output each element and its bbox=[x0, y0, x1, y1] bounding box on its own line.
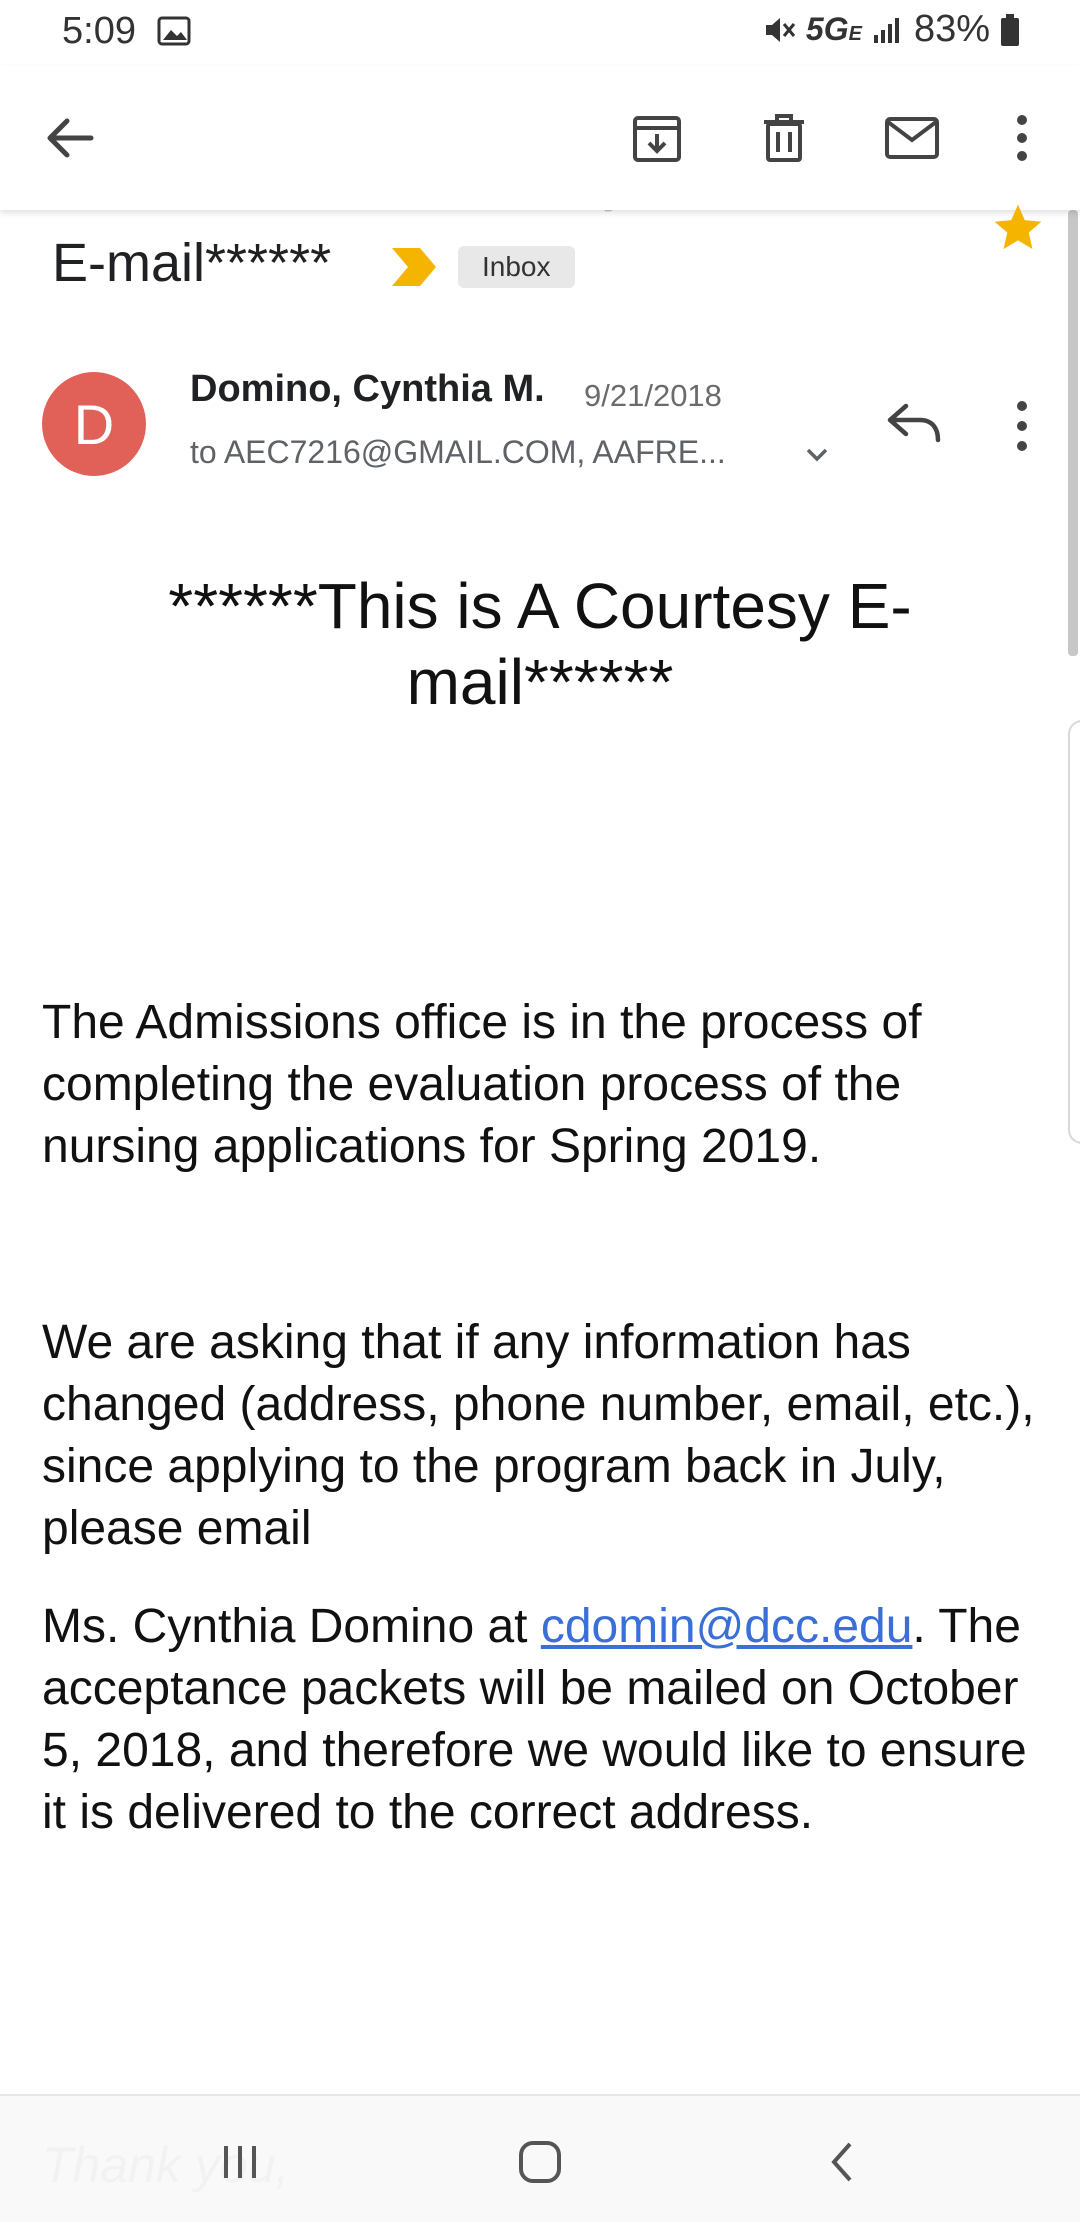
email-body-heading: ******This is A Courtesy E-mail****** bbox=[168, 570, 912, 718]
sender-name: Domino, Cynthia M. bbox=[190, 368, 545, 410]
system-nav-bar bbox=[0, 2094, 1080, 2222]
email-body-paragraph: The Admissions office is in the process of completing the evaluation process of the nursing applications for Spring 2019. bbox=[42, 996, 922, 1173]
mark-unread-button[interactable] bbox=[880, 106, 944, 170]
image-notification-icon bbox=[157, 16, 191, 46]
status-time: 5:09 bbox=[62, 10, 136, 52]
email-toolbar bbox=[0, 66, 1080, 210]
back-button[interactable] bbox=[38, 106, 102, 170]
sender-avatar[interactable]: D bbox=[42, 372, 146, 476]
home-icon bbox=[516, 2138, 564, 2186]
signal-icon bbox=[872, 15, 904, 45]
inbox-label-chip[interactable]: Inbox bbox=[458, 246, 575, 288]
scroll-handle[interactable] bbox=[1068, 720, 1080, 1144]
delete-button[interactable] bbox=[752, 106, 816, 170]
status-bar bbox=[0, 0, 1080, 66]
mute-icon bbox=[762, 13, 796, 47]
status-icons bbox=[762, 8, 1020, 51]
mark-unread-icon bbox=[884, 116, 940, 160]
more-vert-icon bbox=[1014, 114, 1030, 162]
archive-button[interactable] bbox=[625, 106, 689, 170]
delete-icon bbox=[760, 112, 808, 164]
important-marker-icon[interactable] bbox=[390, 246, 438, 288]
email-body-paragraph bbox=[42, 1596, 1042, 1844]
battery-percent: 83% bbox=[913, 8, 990, 50]
recipients-summary[interactable]: to AEC7216@GMAIL.COM, AAFRE... bbox=[190, 434, 726, 470]
recent-apps-button[interactable] bbox=[210, 2132, 270, 2192]
text-prefix: Ms. Cynthia Domino at bbox=[42, 1600, 541, 1653]
back-arrow-icon bbox=[45, 116, 95, 160]
more-options-button[interactable] bbox=[990, 106, 1054, 170]
archive-icon bbox=[631, 112, 683, 164]
home-button[interactable] bbox=[510, 2132, 570, 2192]
message-more-icon[interactable] bbox=[1008, 398, 1036, 454]
chevron-down-icon[interactable] bbox=[800, 440, 834, 470]
star-icon[interactable] bbox=[990, 200, 1046, 256]
network-type: 5GE bbox=[805, 11, 862, 47]
scrollbar[interactable] bbox=[1068, 210, 1078, 656]
reply-icon[interactable] bbox=[884, 398, 944, 448]
email-subject: E-mail****** bbox=[52, 233, 332, 293]
email-date: 9/21/2018 bbox=[584, 378, 722, 413]
email-link[interactable]: cdomin@dcc.edu bbox=[540, 1600, 913, 1653]
back-chevron-icon bbox=[822, 2138, 862, 2186]
email-body-paragraph: We are asking that if any information has changed (address, phone number, email, etc.), since applying to the program back in July, please email bbox=[42, 1316, 1035, 1555]
battery-icon bbox=[1000, 14, 1020, 46]
text-suffix: . The acceptance packets will be mailed on October 5, 2018, and therefore we would like to ensure it is delivered to the correct address. bbox=[42, 1600, 1027, 1839]
back-nav-button[interactable] bbox=[812, 2132, 872, 2192]
recent-apps-icon bbox=[218, 2140, 262, 2184]
